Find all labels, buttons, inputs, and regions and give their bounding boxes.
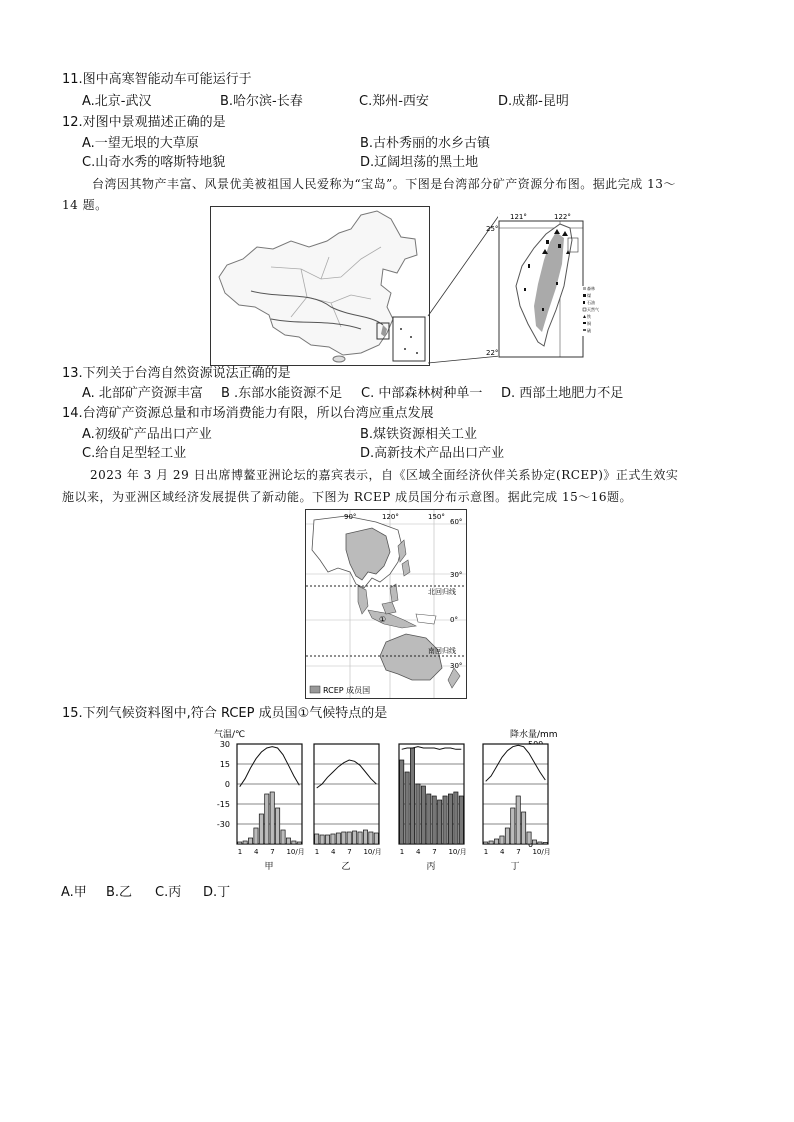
month-label: 10/月: [532, 848, 551, 856]
precip-bar: [448, 794, 452, 844]
month-label: 10/月: [448, 848, 467, 856]
svg-text:30°: 30°: [450, 662, 463, 670]
precip-bar: [400, 760, 404, 844]
precip-bar: [532, 840, 536, 844]
q14-option-a: A.初级矿产品出口产业: [82, 427, 212, 442]
month-label: 4: [253, 848, 259, 856]
precip-bar: [363, 830, 367, 844]
svg-text:121°: 121°: [510, 213, 527, 221]
precip-bar: [254, 828, 258, 844]
month-label: 7: [432, 848, 437, 856]
q15-option-a: A.甲: [61, 885, 87, 900]
precip-bar: [281, 830, 285, 844]
q12-option-a: A.一望无垠的大草原: [82, 136, 199, 151]
precip-bar: [374, 833, 378, 844]
precip-bar: [543, 842, 547, 844]
month-label: 10/月: [286, 848, 305, 856]
precip-bar: [459, 796, 463, 844]
svg-text:60°: 60°: [450, 518, 463, 526]
q14-option-c: C.给自足型轻工业: [82, 446, 187, 461]
svg-text:石油: 石油: [587, 300, 595, 305]
precip-bar: [369, 832, 373, 844]
q11-option-b: B.哈尔滨-长春: [220, 94, 303, 109]
precip-bar: [270, 792, 274, 844]
precip-bar: [489, 841, 493, 844]
intro15-line2: 施以来，为亚洲区域经济发展提供了新动能。下图为 RCEP 成员国分布示意图。据此完成 15～16题。: [62, 490, 633, 504]
precip-bar: [315, 834, 319, 844]
panel-name: 丙: [426, 862, 436, 872]
q12-option-c: C.山奇水秀的喀斯特地貌: [82, 155, 226, 170]
svg-text:南回归线: 南回归线: [428, 647, 456, 655]
temp-tick-label: 0: [224, 780, 230, 789]
q15-option-c: C.丙: [155, 885, 182, 900]
precip-bar: [358, 832, 362, 844]
q11-option-d: D.成都-昆明: [498, 94, 569, 109]
q14-stem: 14.台湾矿产资源总量和市场消费能力有限，所以台湾应重点发展: [62, 406, 434, 421]
precip-bar: [342, 832, 346, 844]
precip-bar: [325, 835, 329, 844]
intro13-line2: 14 题。: [62, 198, 108, 212]
month-label: 7: [347, 848, 352, 856]
precip-bar: [243, 841, 247, 844]
month-label: 4: [499, 848, 505, 856]
precip-bar: [416, 784, 420, 844]
precip-bar: [238, 842, 242, 844]
precip-bar: [410, 748, 414, 844]
intro15-line1: 2023 年 3 月 29 日出席博鳌亚洲论坛的嘉宾表示，自《区域全面经济伙伴关系协定(RCEP)》正式生效实: [90, 468, 679, 482]
temp-axis-label: 气温/℃: [214, 730, 246, 740]
q12-option-b: B.古朴秀丽的水乡古镇: [360, 136, 491, 151]
svg-text:森林: 森林: [587, 286, 595, 291]
q15-stem: 15.下列气候资料图中,符合 RCEP 成员国①气候特点的是: [62, 706, 388, 721]
temp-tick-label: -30: [216, 820, 230, 829]
svg-text:0°: 0°: [450, 616, 458, 624]
svg-text:①: ①: [379, 615, 387, 624]
precip-bar: [336, 833, 340, 844]
svg-text:煤: 煤: [587, 293, 591, 298]
precip-bar: [297, 842, 301, 844]
climate-panel-2: [314, 744, 382, 872]
precip-bar: [454, 792, 458, 844]
q13-option-b: B .东部水能资源不足: [221, 386, 343, 401]
panel-name: 甲: [264, 862, 274, 872]
svg-text:硫: 硫: [587, 328, 591, 333]
q11-stem: 11.图中高寒智能动车可能运行于: [62, 72, 252, 87]
precip-bar: [292, 841, 296, 844]
intro13-line1: 台湾因其物产丰富、风景优美被祖国人民爱称为“宝岛”。下图是台湾部分矿产资源分布图。据此完成 13～: [92, 177, 676, 191]
precip-bar: [527, 832, 531, 844]
q14-option-b: B.煤铁资源相关工业: [360, 427, 478, 442]
precip-bar: [516, 796, 520, 844]
temp-tick-label: -15: [216, 800, 230, 809]
svg-text:30°: 30°: [450, 571, 463, 579]
precip-bar: [443, 796, 447, 844]
precip-axis-label: 降水量/mm: [510, 730, 558, 740]
climate-panel-1: [237, 744, 305, 872]
climate-charts: [200, 726, 560, 876]
q13-option-c: C. 中部森林树种单一: [361, 386, 483, 401]
precip-bar: [353, 831, 357, 844]
month-label: 1: [237, 848, 243, 856]
svg-text:150°: 150°: [428, 513, 445, 521]
panel-name: 乙: [341, 862, 351, 872]
svg-text:120°: 120°: [382, 513, 399, 521]
precip-bar: [421, 786, 425, 844]
precip-bar: [500, 836, 504, 844]
panel-frame: [314, 744, 379, 844]
precip-bar: [484, 842, 488, 844]
precip-bar: [405, 772, 409, 844]
precip-bar: [494, 839, 498, 844]
precip-bar: [286, 838, 290, 844]
q12-option-d: D.辽阔坦荡的黑土地: [360, 155, 479, 170]
precip-bar: [320, 835, 324, 844]
q14-option-d: D.高新技术产品出口产业: [360, 446, 505, 461]
climate-panel-3: [399, 744, 467, 872]
precip-bar: [427, 794, 431, 844]
month-label: 7: [516, 848, 521, 856]
q11-option-c: C.郑州-西安: [359, 94, 429, 109]
svg-text:122°: 122°: [554, 213, 571, 221]
q13-option-a: A. 北部矿产资源丰富: [82, 386, 203, 401]
month-label: 10/月: [363, 848, 382, 856]
month-label: 7: [270, 848, 275, 856]
svg-text:RCEP 成员国: RCEP 成员国: [323, 686, 371, 695]
q15-option-d: D.丁: [203, 885, 231, 900]
q13-option-d: D. 西部土地肥力不足: [501, 386, 624, 401]
month-label: 4: [330, 848, 336, 856]
temp-tick-label: 30: [219, 740, 230, 749]
svg-text:天然气: 天然气: [587, 307, 599, 312]
precip-bar: [265, 794, 269, 844]
month-label: 4: [415, 848, 421, 856]
q15-option-b: B.乙: [106, 885, 133, 900]
precip-bar: [511, 808, 515, 844]
q12-stem: 12.对图中景观描述正确的是: [62, 115, 226, 130]
precip-bar: [276, 808, 280, 844]
panel-name: 丁: [510, 862, 520, 872]
q13-stem: 13.下列关于台湾自然资源说法正确的是: [62, 366, 291, 381]
climate-panel-4: [483, 744, 551, 872]
precip-bar: [522, 812, 526, 844]
taiwan-map: [486, 213, 599, 358]
precip-bar: [347, 832, 351, 844]
temp-tick-label: 15: [219, 760, 230, 769]
month-label: 1: [399, 848, 405, 856]
precip-bar: [538, 842, 542, 844]
panel-frame: [483, 744, 548, 844]
rcep-map: [305, 509, 467, 699]
svg-text:铁: 铁: [587, 314, 591, 319]
precip-bar: [248, 838, 252, 844]
svg-text:90°: 90°: [344, 513, 357, 521]
panel-frame: [237, 744, 302, 844]
month-label: 1: [314, 848, 320, 856]
precip-bar: [438, 800, 442, 844]
precip-bar: [259, 814, 263, 844]
precip-bar: [331, 834, 335, 844]
q11-option-a: A.北京-武汉: [82, 94, 152, 109]
precip-bar: [432, 796, 436, 844]
precip-bar: [505, 828, 509, 844]
svg-text:北回归线: 北回归线: [428, 588, 456, 596]
svg-text:铜: 铜: [587, 321, 591, 326]
svg-text:25°: 25°: [486, 225, 499, 233]
svg-text:22°: 22°: [486, 349, 499, 357]
month-label: 1: [483, 848, 489, 856]
